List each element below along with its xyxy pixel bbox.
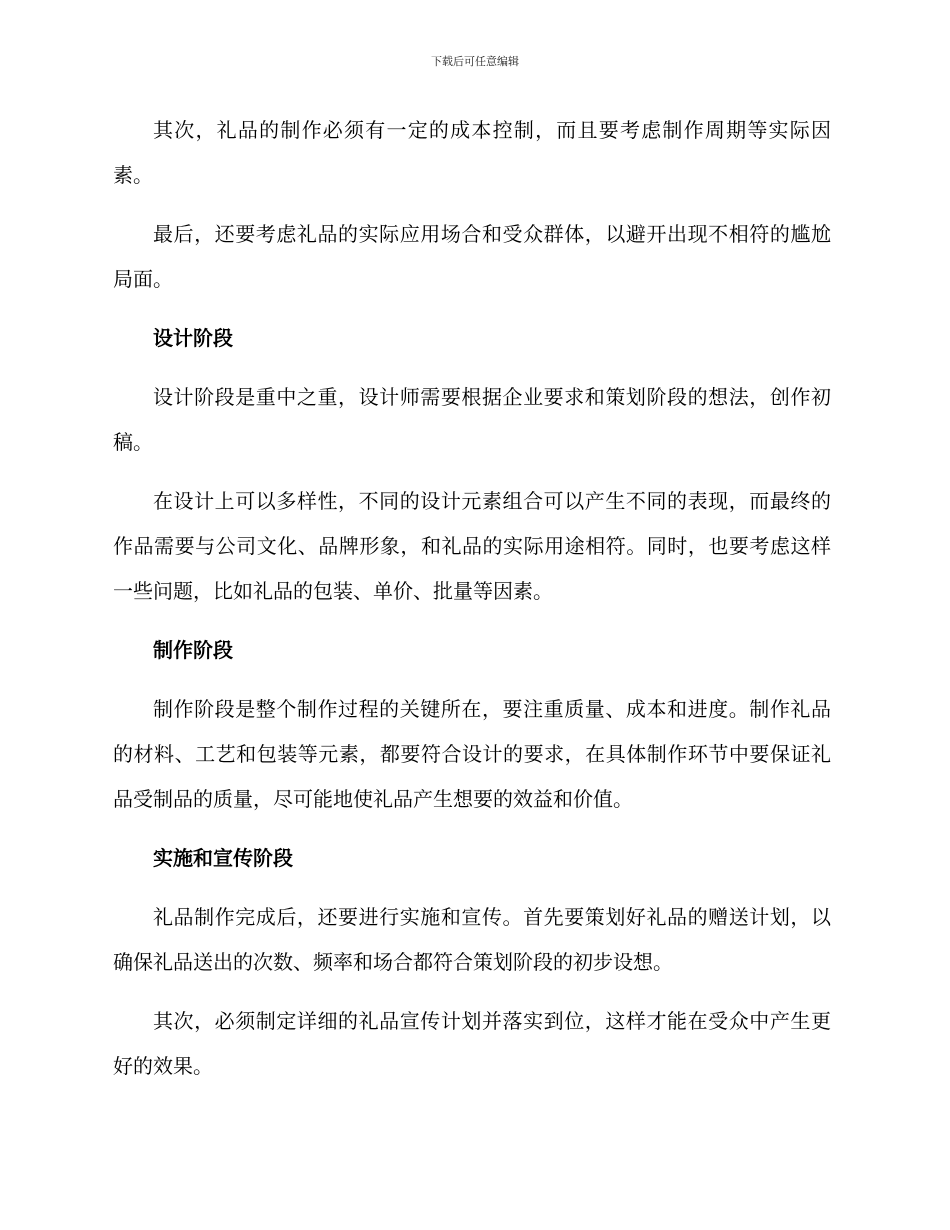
paragraph-design-intro: 设计阶段是重中之重，设计师需要根据企业要求和策划阶段的想法，创作初稿。 bbox=[113, 385, 831, 454]
heading-implementation-stage: 实施和宣传阶段 bbox=[153, 846, 293, 870]
heading-production-stage: 制作阶段 bbox=[153, 638, 233, 662]
heading-design-stage: 设计阶段 bbox=[153, 326, 233, 350]
document-body bbox=[113, 108, 831, 1103]
page-header: 下载后可任意编辑 bbox=[431, 55, 519, 68]
paragraph-implementation: 礼品制作完成后，还要进行实施和宣传。首先要策划好礼品的赠送计划，以确保礼品送出的次数、频率和场合都符合策划阶段的初步设想。 bbox=[113, 905, 831, 974]
paragraph-audience: 最后，还要考虑礼品的实际应用场合和受众群体，以避开出现不相符的尴尬局面。 bbox=[113, 222, 831, 291]
paragraph-design-details: 在设计上可以多样性，不同的设计元素组合可以产生不同的表现，而最终的作品需要与公司文化、品牌形象，和礼品的实际用途相符。同时，也要考虑这样一些问题，比如礼品的包装、单价、批量等因素。 bbox=[113, 489, 831, 603]
paragraph-production: 制作阶段是整个制作过程的关键所在，要注重质量、成本和进度。制作礼品的材料、工艺和包装等元素，都要符合设计的要求，在具体制作环节中要保证礼品受制品的质量，尽可能地使礼品产生想要的效益和价值。 bbox=[113, 697, 831, 811]
paragraph-promotion: 其次，必须制定详细的礼品宣传计划并落实到位，这样才能在受众中产生更好的效果。 bbox=[113, 1009, 831, 1078]
paragraph-cost-control: 其次，礼品的制作必须有一定的成本控制，而且要考虑制作周期等实际因素。 bbox=[113, 118, 831, 187]
